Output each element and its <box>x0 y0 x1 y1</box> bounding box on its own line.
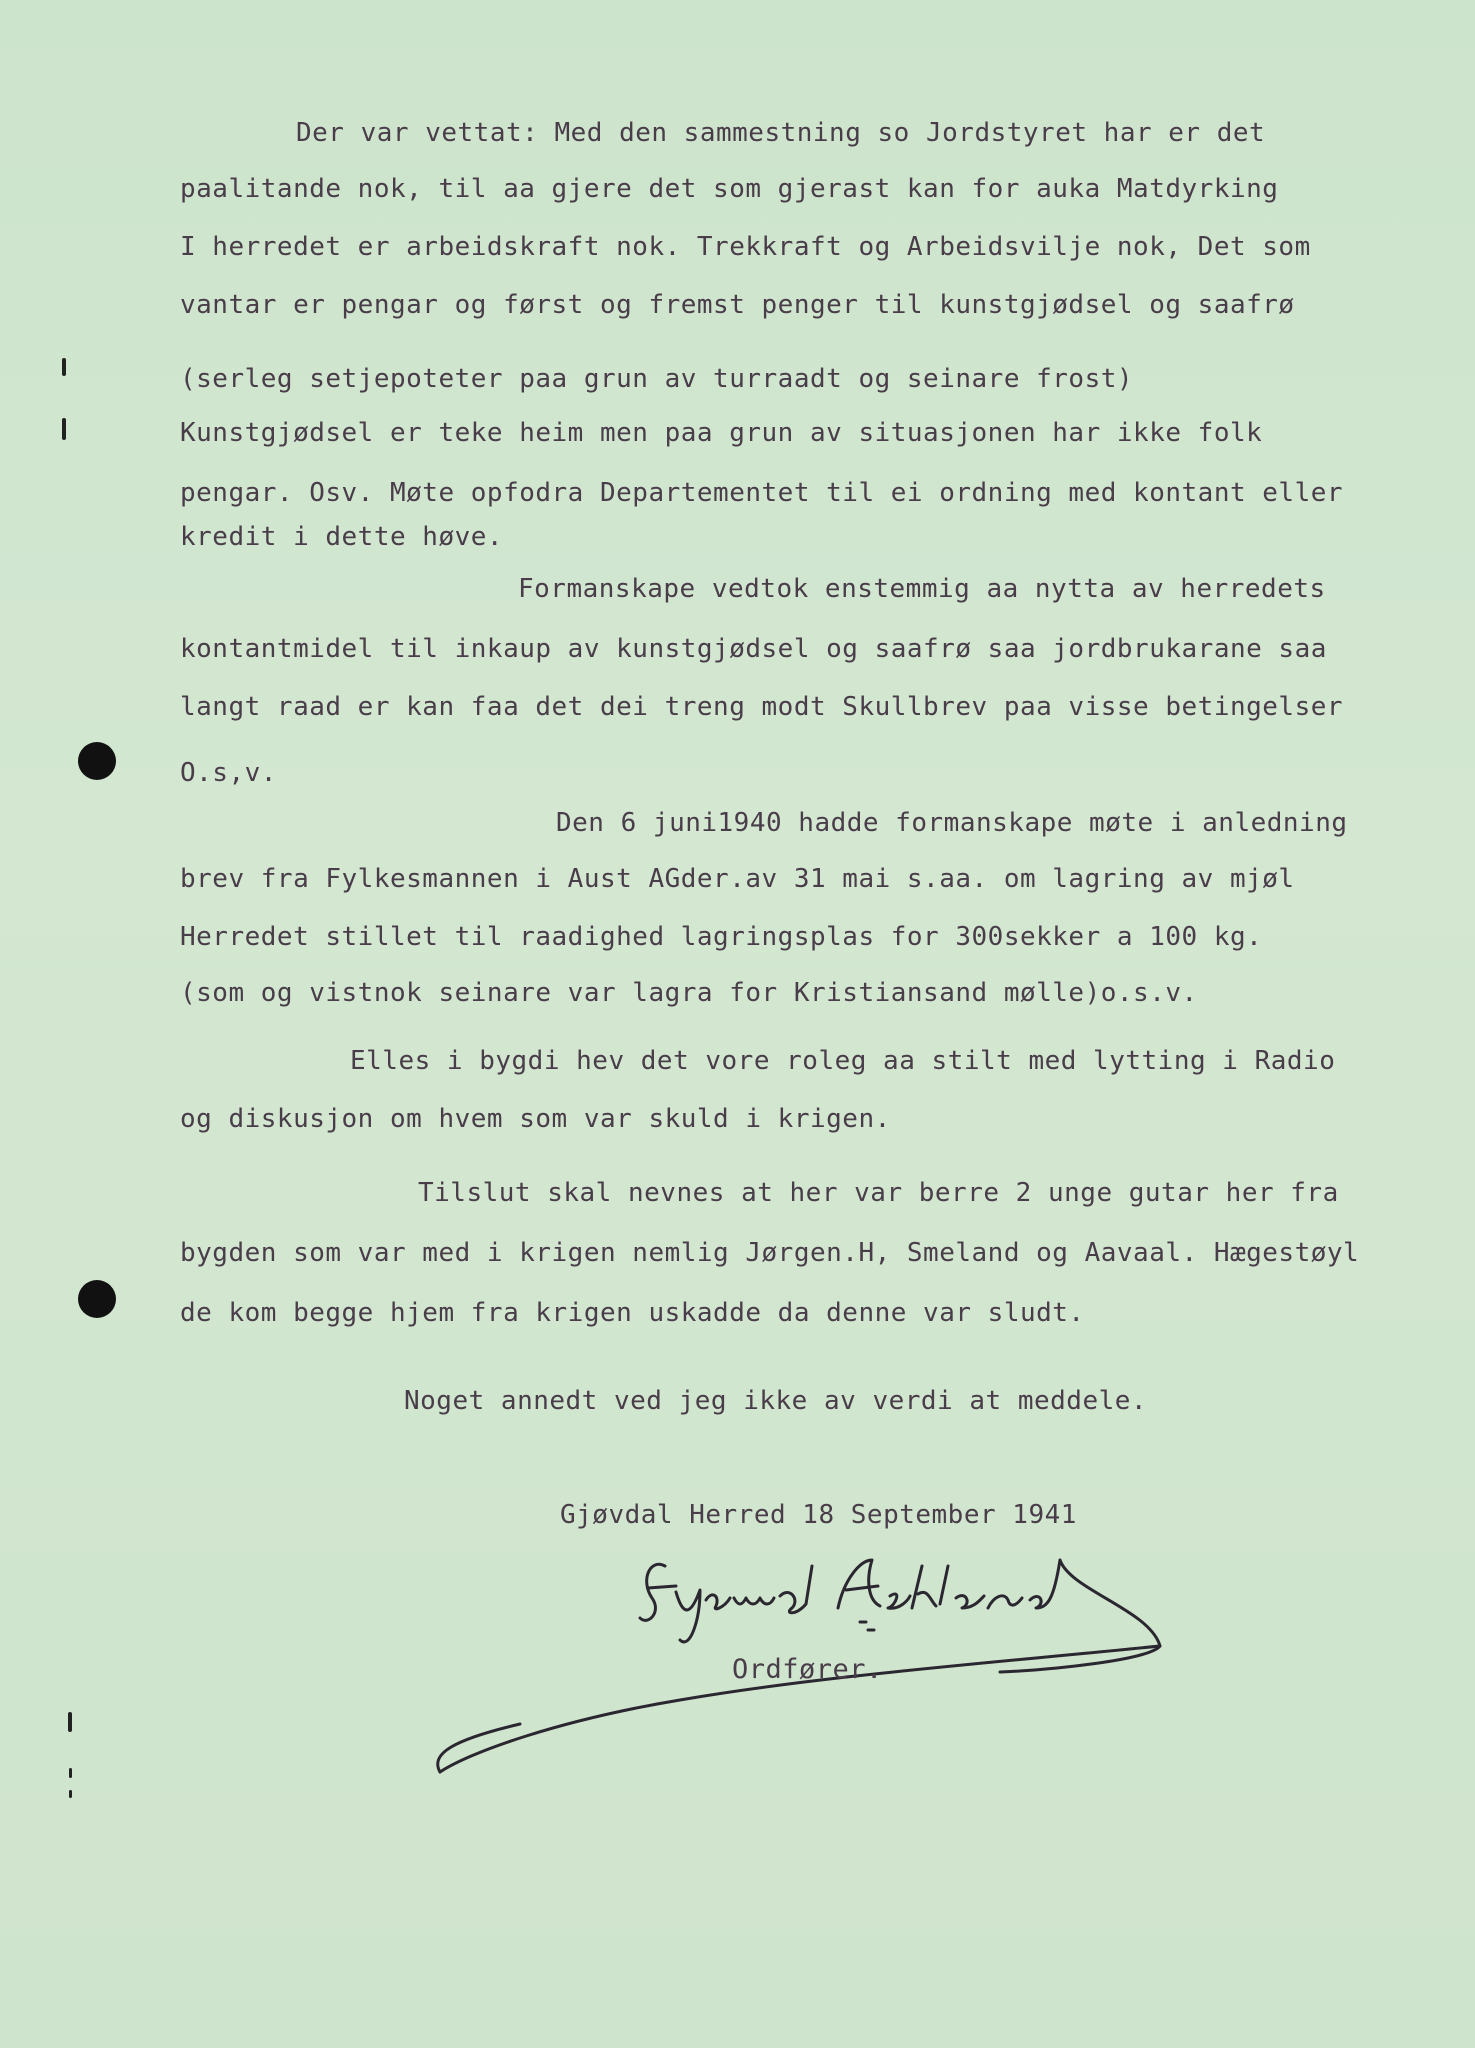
text-line: (serleg setjepoteter paa grun av turraadt og seinare frost) <box>180 364 1134 394</box>
text-line: Den 6 juni1940 hadde formanskape møte i anledning <box>556 808 1348 838</box>
text-line: Elles i bygdi hev det vore roleg aa stilt med lytting i Radio <box>350 1046 1336 1076</box>
text-line: bygden som var med i krigen nemlig Jørgen.H, Smeland og Aavaal. Hægestøyl <box>180 1238 1360 1268</box>
text-line: I herredet er arbeidskraft nok. Trekkraft og Arbeidsvilje nok, Det som <box>180 232 1311 262</box>
text-line: brev fra Fylkesmannen i Aust AGder.av 31 mai s.aa. om lagring av mjøl <box>180 864 1295 894</box>
margin-mark <box>62 418 66 440</box>
margin-mark <box>62 358 66 376</box>
text-line: kredit i dette høve. <box>180 522 504 552</box>
text-line: Noget annedt ved jeg ikke av verdi at meddele. <box>404 1386 1148 1416</box>
text-line: langt raad er kan faa det dei treng modt Skullbrev paa visse betingelser <box>180 692 1344 722</box>
text-line: Kunstgjødsel er teke heim men paa grun av situasjonen har ikke folk <box>180 418 1263 448</box>
margin-mark <box>69 1790 72 1798</box>
text-line: (som og vistnok seinare var lagra for Kristiansand mølle)o.s.v. <box>180 978 1198 1008</box>
punch-hole-upper <box>78 742 116 780</box>
punch-hole-lower <box>78 1280 116 1318</box>
text-line: Tilslut skal nevnes at her var berre 2 unge gutar her fra <box>418 1178 1339 1208</box>
text-line: paalitande nok, til aa gjere det som gjerast kan for auka Matdyrking <box>180 174 1279 204</box>
text-line: Der var vettat: Med den sammestning so Jordstyret har er det <box>296 118 1266 148</box>
text-line: kontantmidel til inkaup av kunstgjødsel og saafrø saa jordbrukarane saa <box>180 634 1327 664</box>
text-line: Herredet stillet til raadighed lagringsplas for 300sekker a 100 kg. <box>180 922 1263 952</box>
signatory-title: Ordfører. <box>732 1654 883 1685</box>
text-line: pengar. Osv. Møte opfodra Departementet til ei ordning med kontant eller <box>180 478 1344 508</box>
margin-mark <box>69 1768 72 1778</box>
text-line: og diskusjon om hvem som var skuld i krigen. <box>180 1104 891 1134</box>
text-line: O.s,v. <box>180 758 277 788</box>
text-line: vantar er pengar og først og fremst penger til kunstgjødsel og saafrø <box>180 290 1295 320</box>
text-line: Formanskape vedtok enstemmig aa nytta av herredets <box>518 574 1326 604</box>
place-date: Gjøvdal Herred 18 September 1941 <box>560 1500 1077 1530</box>
margin-mark <box>68 1712 72 1732</box>
text-line: de kom begge hjem fra krigen uskadde da denne var sludt. <box>180 1298 1085 1328</box>
